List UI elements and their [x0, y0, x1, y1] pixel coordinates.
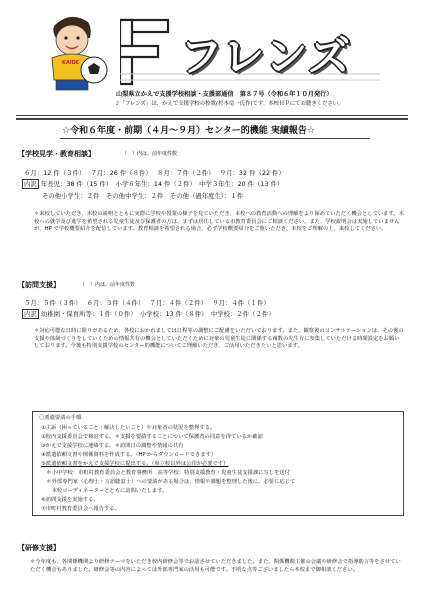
visit-support-paragraph: ＊対応可能な日時に限りがあるため、各校におかれましては日程等の調整にご配慮をいただいております。また、観察後のコンサルテーションは、その後の支援や体制づくりをしていくための情報共有の機会としていただくために対象の児童生徒に関係する複数の先生方に参集していただける時間設定をお願いしております。今後も特別支援学校のセンター的機能についてご理解いただき、ご活用いただきたいと思います。	[34, 328, 404, 350]
newsletter-issue-line: 山梨県立かえで支援学校相談・支援部通信 第８７号（令和６年１０月発行）	[116, 91, 333, 98]
school-visit-monthly: ６月：12 件（３件） ７月：26 件（８件） ８月：７件（２件） ９月：32 件（22 件）	[24, 169, 285, 177]
procedure-step: ⑦市町村教育委員会へ報告する。	[41, 506, 120, 512]
procedure-step: ⑤派遣依頼文書をかえで支援学校に提出する。（県立校以外は公印が必要です）	[41, 461, 229, 467]
school-visit-paragraph: ＊来校していただき、本校の説明とともに実際に学校や授業の様子を見ていただき、本校への教育活動への理解をより深めていただく機会としています。本校への就学及び進学を希望される児童生徒及び保護者の方は、まずは居住している市教育委員会にご相談ください。また、学校説明会は実施していませんが、HP で学校概要紹介を配信しています。教育相談を希望される場合、必ず学校概要紹介をご覧いただき、本校をご理解の上、来校してください。	[34, 211, 404, 233]
visit-support-heading: 【訪問支援】	[18, 281, 60, 289]
procedure-title: 〇派遣要請の手順	[39, 415, 82, 421]
header-divider	[16, 115, 408, 116]
school-visit-breakdown-row	[22, 181, 283, 187]
newsletter-song-note: ♪「フレンズ」は、かえで支援学校の校歌(杉本竜一氏作)です。本校ＨＰにてお聴きください。	[116, 101, 344, 107]
procedure-step: ⑥訪問支援を実施する。	[41, 497, 99, 503]
mascot-shirt-label: KAIDE	[62, 60, 80, 66]
header-divider-thick	[16, 118, 408, 120]
logo-title-text: フレンズ	[180, 32, 353, 81]
procedure-step-note: ＊小中学校：市町村教育委員会と教育事務所 高等学校：特別支援教育・児童生徒支援課に写しを送付	[41, 470, 290, 476]
visit-support-note: （ ）内は、前年度件数	[80, 282, 136, 288]
dispatch-procedure-box	[32, 411, 404, 516]
procedure-step: ①主訴（困っていること・解決したいこと）や対象者の状況を整理する。	[41, 425, 216, 431]
procedure-step-note: ＊外部専門家（心理士・言語聴覚士）への要請がある場合は、情報や課題を整理した後に、必要に応じて	[41, 479, 296, 485]
procedure-step: ②校内支援委員会で検討する。＊支援を要請することについて保護者の同意を得ているか確認	[41, 434, 263, 440]
school-visit-note: （ ）内は、前年度件数	[122, 151, 178, 157]
report-title: ☆令和６年度・前期（４月〜９月）センター的機能 実績報告☆	[62, 126, 315, 136]
training-paragraph: ＊今年度も、各関係機関より研修テーマをいただき校内研修会等でお話させていただきました。また、関係機関主催の会議や研修会で指導助言等をさせていただく機会もありました。研修会等の内容によっては外部専門家の活用も可能です。不明な点等ございましたら本校まで御相談ください。	[30, 559, 401, 573]
school-visit-heading: 【学校見学・教育相談】	[18, 150, 95, 158]
newsletter-logo	[40, 8, 380, 98]
breakdown-tag: 内訳	[24, 310, 37, 318]
procedure-step: ③かえで支援学校に連絡する。＊訪問日の調整や情報の共有	[41, 443, 184, 449]
mascot-boy-with-ball-icon	[40, 8, 110, 98]
training-heading: 【研修支援】	[18, 544, 60, 552]
title-underline	[60, 138, 370, 139]
procedure-step: ④派遣依頼文書や関係資料を作成する。（HP からダウンロードできます）	[41, 452, 217, 458]
breakdown-tag: 内訳	[24, 180, 37, 188]
visit-support-monthly: ５月：５件（３件） ６月：３件（４件） ７月：４件（２件） ９月：４件（１件）	[24, 299, 270, 307]
visit-support-breakdown-row	[22, 311, 275, 317]
procedure-step-note: 本校コーディネーターとともに訪問いたします。	[41, 488, 168, 494]
school-visit-breakdown-1: 年長児：38 件（15 件） 小学６年生：14 件（２件） 中学３年生：20 件（13 件）	[40, 180, 284, 188]
school-visit-breakdown-2: その他小学生：２件 その他中学生：２件 その他（過年度生）：１件	[42, 192, 244, 200]
visit-support-breakdown: 幼稚園・保育所等：１件（０件） 小学校：13 件（８件） 中学校：２件（２件）	[40, 310, 275, 318]
